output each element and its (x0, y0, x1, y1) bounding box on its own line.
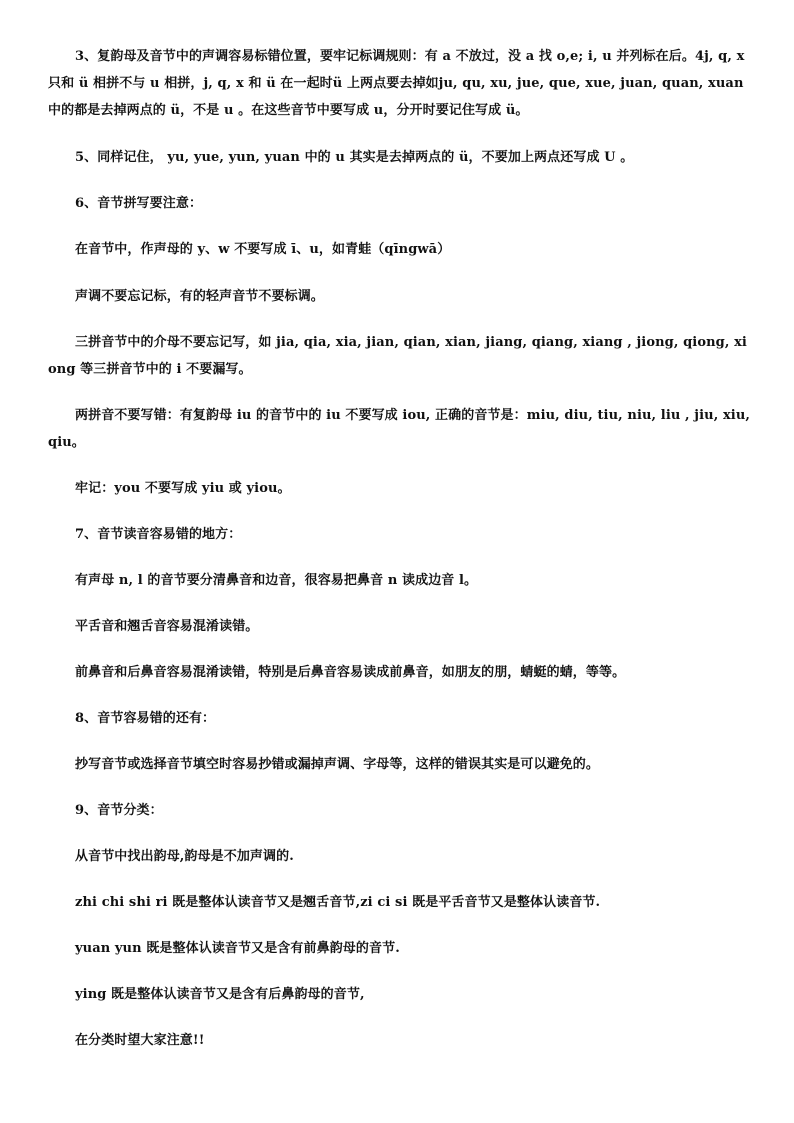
paragraph-y-w-initials: 在音节中，作声母的 y、w 不要写成 ī、u，如青蛙（qīngwā） (75, 242, 451, 257)
paragraph-y-u-dots: 5、同样记住， yu, yue, yun, yuan 中的 u 其实是去掉两点的 ü，不要加上两点还写成 U 。 (75, 150, 634, 165)
paragraph-tone-reminder: 声调不要忘记标，有的轻声音节不要标调。 (75, 289, 324, 304)
heading-section-6: 6、音节拼写要注意： (75, 196, 203, 211)
paragraph-copying-errors: 抄写音节或选择音节填空时容易抄错或漏掉声调、字母等，这样的错误其实是可以避免的。 (75, 757, 600, 772)
heading-section-7: 7、音节读音容易错的地方： (75, 527, 242, 542)
heading-section-8: 8、音节容易错的还有： (75, 711, 216, 726)
paragraph-closing-note: 在分类时望大家注意!! (75, 1033, 205, 1048)
paragraph-iu-syllables: 两拼音不要写错：有复韵母 iu 的音节中的 iu 不要写成 iou, 正确的音节是：miu, diu, tiu, niu, liu , jiu, xiu, qiu。 (48, 408, 751, 450)
paragraph-flat-retroflex: 平舌音和翘舌音容易混淆读错。 (75, 619, 259, 634)
paragraph-back-nasal: ying 既是整体认读音节又是含有后鼻韵母的音节, (75, 987, 365, 1002)
paragraph-three-part-syllables: 三拼音节中的介母不要忘记写，如 jia, qia, xia, jian, qian, xian, jiang, qiang, xiang , jiong, qiong, xiong 等三拼音节中的 i 不要漏写。 (48, 335, 747, 377)
heading-section-9: 9、音节分类： (75, 803, 163, 818)
paragraph-you-note: 牢记：you 不要写成 yiu 或 yiou。 (75, 481, 291, 496)
paragraph-find-finals: 从音节中找出韵母,韵母是不加声调的. (75, 849, 294, 864)
paragraph-whole-syllables-retroflex: zhi chi shi ri 既是整体认读音节又是翘舌音节,zi ci si 既是平舌音节又是整体认读音节. (75, 895, 601, 910)
paragraph-nasal-finals: 前鼻音和后鼻音容易混淆读错，特别是后鼻音容易读成前鼻音，如朋友的朋，蜻蜓的蜻，等等。 (75, 665, 626, 680)
paragraph-tone-marking-rules: 3、复韵母及音节中的声调容易标错位置，要牢记标调规则：有 a 不放过，没 a 找 o,e; i, u 并列标在后。4j, q, x 只和 ü 相拼不与 u 相拼，j, q, x 和 ü 在一起时ü 上两点要去掉如ju, qu, xu, jue, que, xue, juan, quan, xuan 中的都是去掉两点的 ü，不是 u 。在这些音节中要写成 u，分开时要记住写成 ü。 (48, 49, 745, 118)
paragraph-n-l-sounds: 有声母 n, l 的音节要分清鼻音和边音，很容易把鼻音 n 读成边音 l。 (75, 573, 478, 588)
paragraph-front-nasal: yuan yun 既是整体认读音节又是含有前鼻韵母的音节. (75, 941, 400, 956)
